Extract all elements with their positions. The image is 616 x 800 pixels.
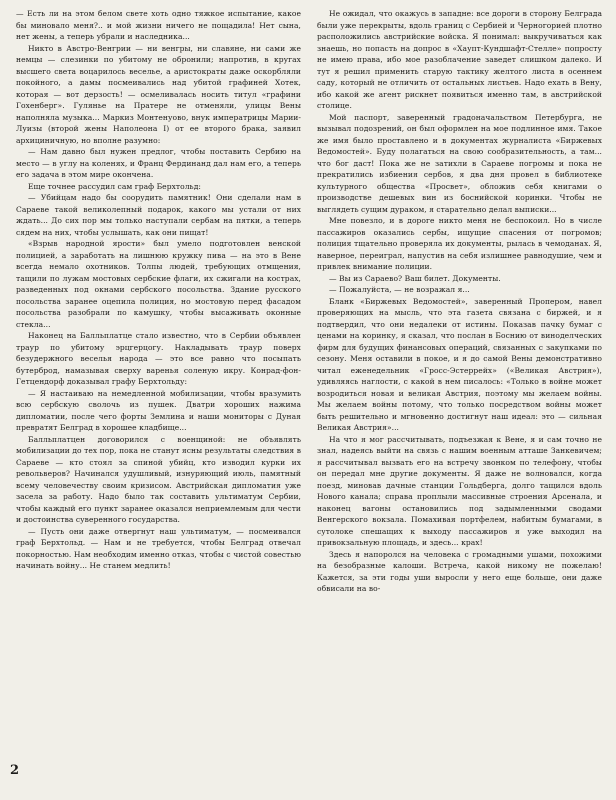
paragraph: Мне повезло, и в дороге никто меня не беспокоил. Но в числе пассажиров оказались сербы, ищущие спасения от погромов; полиция тщательно проверяла их документы, рылась в чемоданах. Я, наверное, переиграл, напустив на себя излишнее равнодушие, чем и привлек внимание полиции. — [317, 216, 602, 271]
text-columns — [16, 8, 602, 595]
paragraph: — Вы из Сараево? Ваш билет. Документы. — [329, 273, 501, 283]
paragraph: — Пожалуйста, — не возражал я... — [329, 285, 470, 294]
paragraph: Мой паспорт, заверенный градоначальством Петербурга, не вызывал подозрений, он был оформлен на мое подлинное имя. Такое же имя было проставлено и в документах журналиста «Биржевых Ведомостей». Буду полагаться на свою сообразительность, а там... что бог даст! Пока же не затихли в Сараеве погромы и пока не прекратились избиения сербов, я два дня провел в библиотеке культурного общества «Просвет», обложив себя книгами о производстве дешевых вин из боснийской коринки. Чтобы не выглядеть сущим дураком, я старательно делал выписки... — [317, 112, 602, 214]
paragraph: — Есть ли на этом белом свете хоть одно тяжкое испытание, какое бы миновало меня?.. и мой жизни ничего не пощадила! Нет сына, нет жены, а теперь убрали и наследника... — [16, 9, 301, 41]
paragraph: — Нам давно был нужен предлог, чтобы поставить Сербию на место — в углу на коленях, и Франц Фердинанд дал нам его, а теперь его задача в этом мире окончена. — [16, 147, 301, 179]
paragraph: — Пусть они даже отвергнут наш ультиматум, — посмеивался граф Берхтольд. — Нам и не требуется, чтобы Белград отвечал покорностью. Нам необходим именно отказ, чтобы с чистой совестью начинать войну... Не станем медлить! — [16, 526, 301, 570]
paragraph: — Я настаиваю на немедленной мобилизации, чтобы вразумить всю сербскую сволочь из пушек. Дватри хороших нажима дипломатии, после чего форты Землина и наши мониторы с Дуная превратят Белград в хорошее кладбище... — [16, 388, 301, 432]
paragraph: Никто в Австро-Венгрии — ни венгры, ни славяне, ни сами же немцы — слезинки по убитому не обронили; напротив, в кругах высшего света воцарилось веселье, а аристократы даже оскорбляли покойного, а дамы посмеивались над убитой графиней Хотек, которая — вот дерзость! — осмеливалась носить титул «графини Гохенберг». Гулянье на Пратере не отменяли, улицы Вены наполняла музыка... Маркиз Монтенуово, внук императрицы Марии-Луизы (второй жены Наполеона I) от ее второго брака, заявил архициничную, но вполне разумно: — [16, 43, 301, 145]
left-column — [16, 8, 301, 595]
paragraph: Наконец на Балльплатце стало известно, что в Сербии объявлен траур по убитому эрцгерцогу. Накладывать траур поверх безудержного веселья народа — это все равно что посыпать бутерброд, намазывая сверху варенья соленую икру. Конрад-фон-Гетцендорф доказывал графу Берхтольду: — [16, 331, 301, 386]
page-number: 2 — [10, 763, 20, 778]
paragraph: Бланк «Биржевых Ведомостей», заверенный Пропером, навел проверяющих на мысль, что эта газета связана с биржей, и я подтвердил, что они недалеки от истины. Показав пачку бумаг с ценами на коринку, я сказал, что послан в Боснию от виноделческих фирм для будущих финансовых операций, связанных с закупками по сезону. Меня оставили в покое, и я до самой Вены демонстративно читал еженедельник «Гросс-Эстеррейх» («Великая Австрия»), удивляясь наглости, с какой в нем писалось: «Только в войне может возродиться новая и великая Австрия, поэтому мы желаем войны. Мы желаем войны потому, что только посредством войны может быть решительно и мгновенно достигнут наш идеал: это — сильная Великая Австрия»... — [317, 296, 602, 432]
paragraph: — Убийцам надо бы соорудить памятник! Они сделали нам в Сараеве такой великолепный подарок, какого мы устали от них ждать... До сих пор мы только наступали сербам на пятки, а теперь сядем на них, чтобы услышать, как они пищат! — [16, 193, 301, 237]
right-column — [317, 8, 602, 595]
paragraph: Не ожидал, что окажусь в западне: все дороги в сторону Белграда были уже перекрыты, вдоль границ с Сербией и Черногорией плотно расположились австрийские войска. Я понимал: выкручиваться как знаешь, но попасть на допрос в «Хаупт-Кундшафт-Стелле» попросту не имею права, ибо мое разоблачение заведет слишком далеко. И тут я решил применить старую тактику желтого листа в осеннем саду, который не отличить от остальных листьев. Надо ехать в Вену, ибо какой же агент рискнет появиться именно там, в австрийской столице. — [317, 9, 602, 110]
paragraph: «Взрыв народной ярости» был умело подготовлен венской полицией, а заработать на лишнюю кружку пива — на это в Вене всегда немало охотников. Толпы людей, требующих отмщения, тащили по лужам мостовых сербские флаги, их сжигали на кострах, разведенных под окнами сербского посольства. Здание русского посольства заранее оцепила полиция, но мостовую перед фасадом посольства разобрали по камушку, чтобы высаживать оконные стекла... — [16, 239, 301, 329]
paragraph: На что я мог рассчитывать, подъезжая к Вене, я и сам точно не знал, надеясь выйти на связь с нашим военным атташе Занкевичем; я рассчитывал вызвать его на встречу звонком по телефону, чтобы он передал мне другие документы. Я даже не волновался, когда поезд, миновав дачные станции Гольдберга, долго тащился вдоль Нового канала; справа проплыли массивные строения Арсенала, и наконец вагоны остановились под задымленными сводами Венгерского вокзала. Помахивая портфелем, набитым бумагами, в сутолоке спешащих к выходу пассажиров я уже выходил на привокзальную площадь, и здесь... крах! — [317, 434, 602, 547]
paragraph: Здесь я напоролся на человека с громадными ушами, похожими на безобразные калоши. Встреча, какой никому не пожелаю! Кажется, за эти годы уши выросли у него еще больше, они даже обвисали на во- — [317, 549, 602, 593]
paragraph: Еще точнее рассудил сам граф Берхтольд: — [28, 181, 201, 191]
paragraph: Балльплатцен договорился с военщиной: не объявлять мобилизации до тех пор, пока не станут ясны результаты следствия в Сараеве — кто стоял за спиной убийц, кто изводил курки их револьверов? Начинался удушливый, изнуряющий июль, памятный всему человечеству своим кризисом. Австрийская дипломатия уже засела за работу. Надо было так составить ультиматум Сербии, чтобы каждый его пункт заранее оказался неприемлемым для чести и достоинства суверенного государства. — [16, 434, 301, 524]
